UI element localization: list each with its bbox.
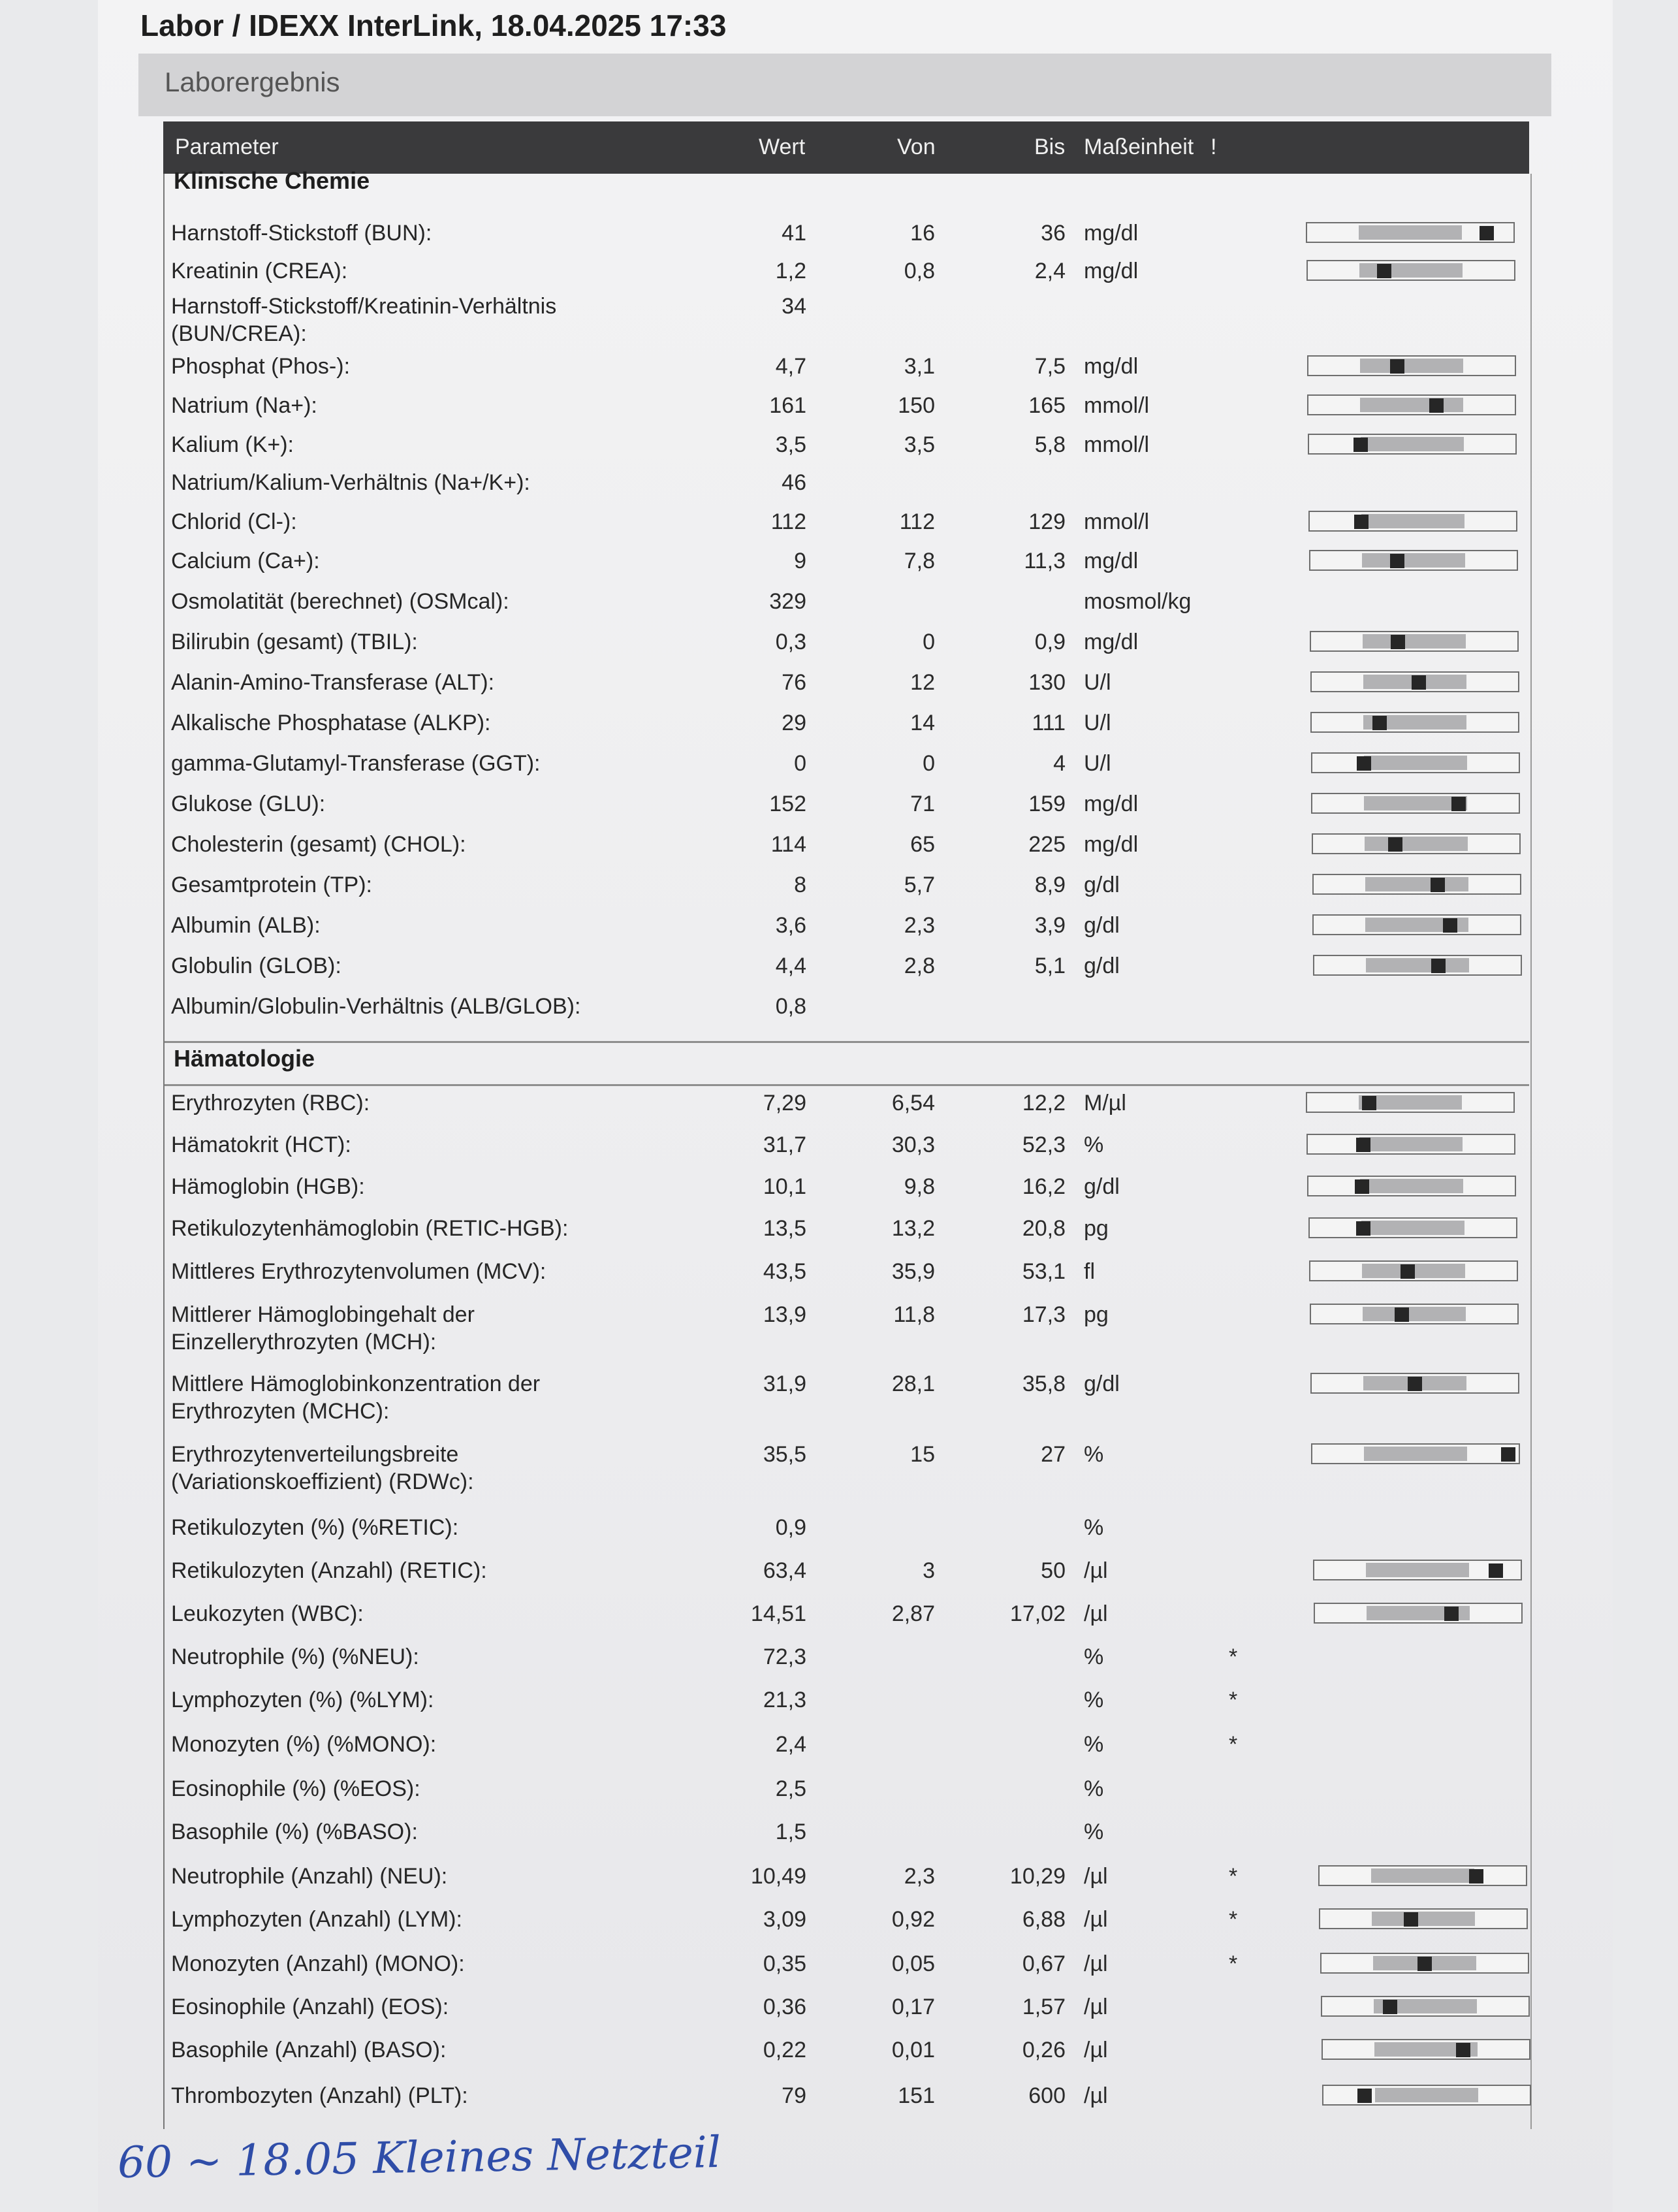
unit-label: % [1084,1688,1104,1712]
range-to: 0,67 [1022,1951,1066,1976]
unit-label: mmol/l [1084,432,1150,457]
result-value: 2,4 [775,1732,806,1757]
range-to: 36 [1041,221,1066,246]
reference-band [1361,514,1464,528]
unit-label: /µl [1084,1558,1108,1583]
parameter-name: Eosinophile (Anzahl) (EOS): [171,1995,449,2019]
range-indicator [1320,1953,1529,1974]
unit-label: fl [1084,1259,1095,1284]
value-marker [1391,635,1405,649]
result-value: 7,29 [763,1091,806,1115]
reference-band [1365,837,1468,851]
range-from: 2,3 [904,1864,935,1889]
parameter-name: Hämoglobin (HGB): [171,1174,365,1199]
range-from: 28,1 [891,1371,935,1396]
result-value: 1,5 [775,1819,806,1844]
range-from: 12 [910,670,935,695]
parameter-name: Calcium (Ca+): [171,549,320,573]
range-to: 129 [1028,509,1066,534]
result-value: 79 [782,2083,806,2108]
value-marker [1362,1096,1376,1110]
value-marker [1354,515,1369,529]
range-to: 10,29 [1009,1864,1066,1889]
value-marker [1353,438,1368,452]
range-to: 20,8 [1022,1216,1066,1241]
parameter-name: Natrium (Na+): [171,393,317,418]
result-value: 0,35 [763,1951,806,1976]
range-indicator [1307,394,1516,415]
range-indicator [1322,2085,1531,2106]
unit-label: mg/dl [1084,221,1139,246]
range-indicator [1311,793,1520,814]
parameter-name: Hämatokrit (HCT): [171,1132,351,1157]
result-value: 8 [794,873,806,897]
parameter-name: Retikulozytenhämoglobin (RETIC-HGB): [171,1216,569,1241]
unit-label: /µl [1084,1601,1108,1626]
reference-band [1371,1868,1474,1883]
result-banner [138,54,1551,116]
reference-band [1362,553,1465,568]
range-to: 7,5 [1034,354,1066,379]
range-from: 11,8 [893,1302,935,1327]
range-from: 3 [923,1558,935,1583]
unit-label: % [1084,1442,1104,1467]
flag-mark: * [1229,1732,1238,1757]
reference-band [1375,2088,1478,2102]
reference-band [1366,958,1469,972]
result-value: 329 [769,589,806,614]
range-to: 130 [1028,670,1066,695]
range-from: 3,5 [904,432,935,457]
reference-band [1364,1447,1467,1461]
value-marker [1356,1138,1370,1152]
value-marker [1355,1179,1369,1194]
result-value: 0 [794,751,806,776]
result-value: 4,7 [775,354,806,379]
range-from: 112 [899,509,935,534]
reference-band [1366,1563,1469,1577]
unit-label: pg [1084,1302,1109,1327]
range-to: 5,8 [1034,432,1066,457]
range-to: 11,3 [1024,549,1066,573]
section-divider [165,1041,1529,1043]
section-title: Klinische Chemie [174,167,370,194]
parameter-name: Basophile (%) (%BASO): [171,1819,418,1844]
range-from: 7,8 [904,549,935,573]
parameter-name: Monozyten (Anzahl) (MONO): [171,1951,465,1976]
result-value: 4,4 [775,954,806,978]
result-value: 43,5 [763,1259,806,1284]
value-marker [1356,1221,1370,1236]
range-indicator [1314,1603,1523,1624]
parameter-name: Phosphat (Phos-): [171,354,351,379]
range-from: 71 [910,792,935,816]
result-value: 161 [769,393,806,418]
parameter-name: Erythrozytenverteilungsbreite (Variationskoeffizient) (RDWc): [171,1442,474,1494]
unit-label: g/dl [1084,1371,1120,1396]
value-marker [1372,716,1387,730]
range-indicator [1319,1908,1528,1929]
range-indicator [1307,1176,1516,1196]
value-marker [1431,878,1445,892]
unit-label: g/dl [1084,913,1120,938]
result-value: 31,9 [763,1371,806,1396]
range-indicator [1312,914,1521,935]
range-indicator [1309,1260,1518,1281]
range-to: 3,9 [1034,913,1066,938]
result-value: 14,51 [750,1601,806,1626]
range-to: 111 [1032,711,1066,735]
range-to: 17,02 [1009,1601,1066,1626]
range-to: 6,88 [1022,1907,1066,1932]
range-from: 151 [898,2083,935,2108]
result-value: 10,49 [750,1864,806,1889]
range-from: 16 [910,221,935,246]
range-to: 4 [1053,751,1066,776]
result-value: 112 [770,509,806,534]
range-indicator [1306,260,1515,281]
result-value: 0,22 [763,2038,806,2062]
range-indicator [1318,1865,1527,1886]
range-from: 2,8 [904,954,935,978]
reference-band [1365,877,1468,891]
unit-label: % [1084,1132,1104,1157]
unit-label: mosmol/kg [1084,589,1192,614]
result-value: 41 [782,221,806,246]
result-value: 3,09 [763,1907,806,1932]
range-indicator [1321,1996,1530,2017]
range-from: 30,3 [891,1132,935,1157]
unit-label: U/l [1084,711,1111,735]
range-to: 225 [1028,832,1066,857]
table-header [163,121,1529,174]
value-marker [1395,1307,1409,1322]
range-to: 165 [1028,393,1066,418]
result-value: 72,3 [763,1644,806,1669]
range-to: 8,9 [1034,873,1066,897]
parameter-name: Leukozyten (WBC): [171,1601,364,1626]
value-marker [1480,226,1494,240]
section-divider [165,1084,1529,1086]
range-to: 0,9 [1034,630,1066,654]
range-indicator [1309,550,1518,571]
result-value: 10,1 [763,1174,806,1199]
value-marker [1404,1912,1418,1927]
range-to: 35,8 [1022,1371,1066,1396]
reference-band [1364,756,1467,770]
unit-label: mmol/l [1084,509,1150,534]
range-from: 65 [910,832,935,857]
reference-band [1360,1179,1463,1193]
parameter-name: Thrombozyten (Anzahl) (PLT): [171,2083,468,2108]
range-from: 0,17 [891,1995,935,2019]
value-marker [1489,1563,1503,1578]
value-marker [1357,2089,1372,2103]
flag-mark: * [1229,1864,1238,1889]
header-from: Von [897,135,936,159]
range-indicator [1306,1092,1515,1113]
reference-band [1361,1221,1464,1235]
result-value: 0,9 [775,1515,806,1540]
range-indicator [1322,2039,1530,2060]
result-value: 0,36 [763,1995,806,2019]
parameter-name: Harnstoff-Stickstoff/Kreatinin-Verhältnis (BUN/CREA): [171,294,557,346]
parameter-name: Alanin-Amino-Transferase (ALT): [171,670,495,695]
unit-label: mg/dl [1084,549,1139,573]
header-parameter: Parameter [175,135,279,159]
result-value: 9 [794,549,806,573]
parameter-name: Retikulozyten (Anzahl) (RETIC): [171,1558,487,1583]
result-value: 46 [782,470,806,495]
range-indicator [1313,1560,1522,1580]
range-to: 53,1 [1022,1259,1066,1284]
value-marker [1443,918,1457,933]
report-title: Labor / IDEXX InterLink, 18.04.2025 17:33 [140,8,727,42]
unit-label: /µl [1084,1951,1108,1976]
range-to: 50 [1041,1558,1066,1583]
value-marker [1390,554,1404,568]
range-to: 2,4 [1034,259,1066,283]
value-marker [1501,1447,1515,1462]
value-marker [1431,959,1446,973]
header-flag: ! [1211,135,1217,159]
parameter-name: gamma-Glutamyl-Transferase (GGT): [171,751,541,776]
reference-band [1372,1912,1475,1926]
header-unit: Maßeinheit [1084,135,1194,159]
parameter-name: Albumin/Globulin-Verhältnis (ALB/GLOB): [171,994,581,1019]
result-value: 114 [770,832,806,857]
parameter-name: Kalium (K+): [171,432,294,457]
value-marker [1451,797,1466,811]
value-marker [1383,2000,1397,2014]
reference-band [1359,1137,1463,1151]
flag-mark: * [1229,1907,1238,1932]
parameter-name: Mittlerer Hämoglobingehalt der Einzellerythrozyten (MCH): [171,1302,475,1354]
parameter-name: Erythrozyten (RBC): [171,1091,370,1115]
unit-label: g/dl [1084,1174,1120,1199]
unit-label: % [1084,1644,1104,1669]
parameter-name: Basophile (Anzahl) (BASO): [171,2038,447,2062]
reference-band [1361,437,1464,451]
parameter-name: Chlorid (Cl-): [171,509,297,534]
parameter-name: Retikulozyten (%) (%RETIC): [171,1515,459,1540]
result-value: 152 [769,792,806,816]
unit-label: M/µl [1084,1091,1126,1115]
range-indicator [1307,355,1516,376]
range-indicator [1306,222,1515,243]
parameter-name: Neutrophile (%) (%NEU): [171,1644,419,1669]
flag-mark: * [1229,1951,1238,1976]
result-value: 21,3 [763,1688,806,1712]
range-indicator [1308,1217,1517,1238]
range-from: 2,3 [904,913,935,938]
range-from: 0 [923,630,935,654]
range-from: 150 [898,393,935,418]
unit-label: /µl [1084,2083,1108,2108]
range-indicator [1310,1304,1519,1324]
result-value: 76 [782,670,806,695]
range-from: 13,2 [891,1216,935,1241]
parameter-name: Gesamtprotein (TP): [171,873,372,897]
result-value: 0,3 [775,630,806,654]
range-to: 5,1 [1034,954,1066,978]
result-value: 63,4 [763,1558,806,1583]
parameter-name: Cholesterin (gesamt) (CHOL): [171,832,466,857]
unit-label: U/l [1084,751,1111,776]
parameter-name: Natrium/Kalium-Verhältnis (Na+/K+): [171,470,530,495]
range-indicator [1310,671,1519,692]
range-indicator [1312,874,1521,895]
unit-label: % [1084,1732,1104,1757]
range-from: 6,54 [891,1091,935,1115]
parameter-name: Mittlere Hämoglobinkonzentration der Erythrozyten (MCHC): [171,1371,541,1424]
header-value: Wert [759,135,806,159]
result-value: 13,9 [763,1302,806,1327]
range-to: 1,57 [1022,1995,1066,2019]
range-from: 15 [910,1442,935,1467]
unit-label: /µl [1084,2038,1108,2062]
value-marker [1377,264,1391,278]
parameter-name: Alkalische Phosphatase (ALKP): [171,711,491,735]
range-indicator [1311,1443,1520,1464]
unit-label: mg/dl [1084,832,1139,857]
value-marker [1412,675,1426,690]
handwritten-note: 60 ~ 18.05 Kleines Netzteil [117,2126,721,2188]
range-from: 0,05 [891,1951,935,1976]
range-from: 3,1 [904,354,935,379]
range-from: 0,92 [891,1907,935,1932]
range-indicator [1312,833,1521,854]
reference-band [1360,398,1463,412]
range-indicator [1313,955,1522,976]
unit-label: /µl [1084,1995,1108,2019]
parameter-name: Monozyten (%) (%MONO): [171,1732,437,1757]
range-to: 16,2 [1022,1174,1066,1199]
range-indicator [1308,511,1517,532]
range-to: 12,2 [1022,1091,1066,1115]
parameter-name: Osmolatität (berechnet) (OSMcal): [171,589,509,614]
parameter-name: Globulin (GLOB): [171,954,341,978]
parameter-name: Mittleres Erythrozytenvolumen (MCV): [171,1259,546,1284]
unit-label: /µl [1084,1864,1108,1889]
range-from: 0,01 [891,2038,935,2062]
value-marker [1390,359,1404,374]
range-from: 2,87 [891,1601,935,1626]
section-title: Hämatologie [174,1045,315,1072]
result-value: 3,6 [775,913,806,938]
unit-label: mg/dl [1084,354,1139,379]
result-value: 29 [782,711,806,735]
result-value: 3,5 [775,432,806,457]
flag-mark: * [1229,1688,1238,1712]
range-indicator [1306,1134,1515,1155]
unit-label: % [1084,1776,1104,1801]
parameter-name: Glukose (GLU): [171,792,326,816]
range-indicator [1310,1373,1519,1394]
range-to: 27 [1041,1442,1066,1467]
unit-label: g/dl [1084,873,1120,897]
unit-label: % [1084,1819,1104,1844]
range-from: 0 [923,751,935,776]
parameter-name: Albumin (ALB): [171,913,321,938]
result-value: 1,2 [775,259,806,283]
range-from: 0,8 [904,259,935,283]
unit-label: g/dl [1084,954,1120,978]
range-indicator [1308,434,1517,455]
range-indicator [1310,712,1519,733]
reference-band [1363,634,1466,649]
result-value: 35,5 [763,1442,806,1467]
parameter-name: Neutrophile (Anzahl) (NEU): [171,1864,448,1889]
unit-label: U/l [1084,670,1111,695]
parameter-name: Kreatinin (CREA): [171,259,348,283]
value-marker [1357,756,1371,771]
reference-band [1360,359,1463,373]
value-marker [1444,1607,1459,1621]
unit-label: /µl [1084,1907,1108,1932]
parameter-name: Eosinophile (%) (%EOS): [171,1776,420,1801]
range-from: 5,7 [904,873,935,897]
parameter-name: Harnstoff-Stickstoff (BUN): [171,221,432,246]
value-marker [1401,1264,1415,1279]
range-indicator [1310,631,1519,652]
banner-label: Laborergebnis [165,67,340,97]
range-from: 35,9 [891,1259,935,1284]
result-value: 0,8 [775,994,806,1019]
value-marker [1388,837,1402,852]
range-to: 600 [1028,2083,1066,2108]
flag-mark: * [1229,1644,1238,1669]
parameter-name: Lymphozyten (Anzahl) (LYM): [171,1907,462,1932]
unit-label: pg [1084,1216,1109,1241]
range-indicator [1311,752,1520,773]
result-value: 34 [782,294,806,319]
value-marker [1417,1957,1432,1971]
unit-label: % [1084,1515,1104,1540]
result-value: 13,5 [763,1216,806,1241]
parameter-name: Bilirubin (gesamt) (TBIL): [171,630,418,654]
result-value: 2,5 [775,1776,806,1801]
value-marker [1408,1377,1422,1391]
range-from: 14 [910,711,935,735]
parameter-name: Lymphozyten (%) (%LYM): [171,1688,434,1712]
unit-label: mg/dl [1084,630,1139,654]
result-value: 31,7 [763,1132,806,1157]
unit-label: mg/dl [1084,792,1139,816]
value-marker [1429,398,1444,413]
reference-band [1359,263,1463,278]
reference-band [1363,1307,1466,1321]
value-marker [1469,1869,1483,1883]
value-marker [1456,2043,1470,2057]
reference-band [1359,225,1462,240]
header-to: Bis [1034,135,1066,159]
range-from: 9,8 [904,1174,935,1199]
range-to: 17,3 [1022,1302,1066,1327]
unit-label: mg/dl [1084,259,1139,283]
range-to: 52,3 [1022,1132,1066,1157]
unit-label: mmol/l [1084,393,1150,418]
range-to: 159 [1028,792,1066,816]
range-to: 0,26 [1022,2038,1066,2062]
